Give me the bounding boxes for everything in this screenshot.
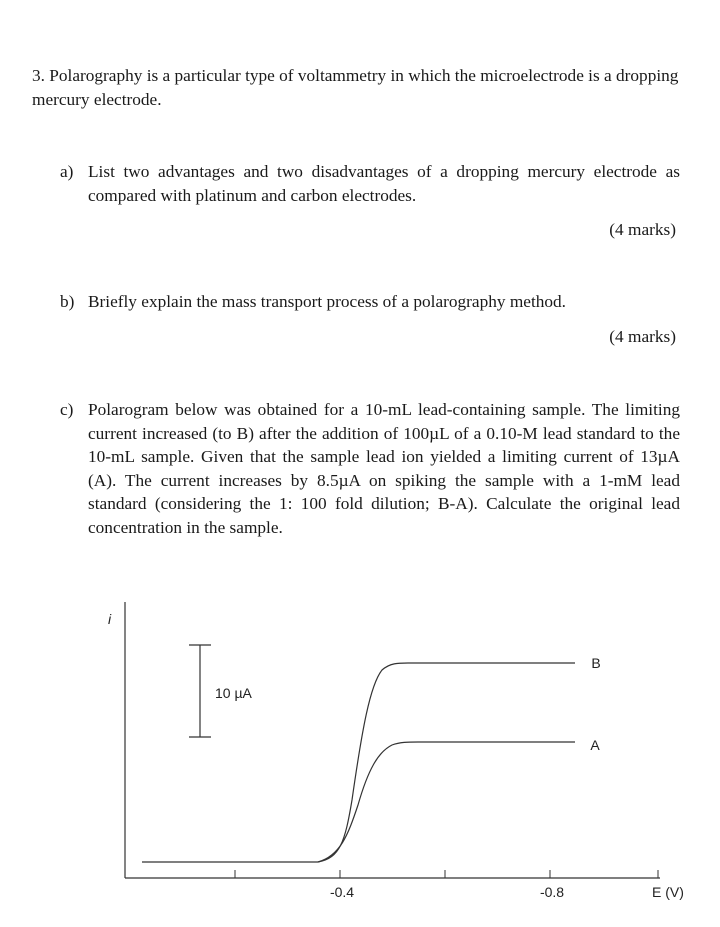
polarogram-chart xyxy=(0,590,720,910)
part-a-text: List two advantages and two disadvantages of a dropping mercury electrode as compared with platinum and carbon electrodes. xyxy=(88,162,680,205)
part-a-label: a) xyxy=(60,162,74,181)
x-axis-label: E (V) xyxy=(652,884,684,900)
part-c xyxy=(60,398,680,539)
curve-b-label: B xyxy=(591,655,601,671)
x-tick-label-0.4: -0.4 xyxy=(329,884,355,900)
scale-bar-label: 10 µA xyxy=(215,685,252,701)
y-axis-label: i xyxy=(108,611,112,627)
curve-b xyxy=(318,663,575,862)
scale-bar xyxy=(189,645,211,737)
part-c-text: Polarogram below was obtained for a 10-mL lead-containing sample. The limiting current increased (to B) after the addition of 100µL of a 0.10-M lead standard to the 10-mL sample. Given that the sample lead ion yielded a limiting current of 13µA (A). The current increases by 8.5µA on spiking the sample with a 1-mM lead standard (considering the 1: 100 fold dilution; B-A). Calculate the original lead concentration in the sample. xyxy=(88,400,680,537)
part-c-label: c) xyxy=(60,400,74,419)
curve-a xyxy=(318,742,575,862)
curve-a-label: A xyxy=(590,737,600,753)
question-intro: 3. Polarography is a particular type of voltammetry in which the microelectrode is a dropping mercury electrode. xyxy=(32,66,679,109)
part-b-marks: (4 marks) xyxy=(609,327,676,346)
part-a xyxy=(60,160,680,207)
part-b-text: Briefly explain the mass transport process of a polarography method. xyxy=(88,292,566,311)
part-b-label: b) xyxy=(60,292,75,311)
part-b xyxy=(60,290,680,314)
x-tick-label-0.8: -0.8 xyxy=(539,884,565,900)
part-a-marks: (4 marks) xyxy=(609,220,676,239)
